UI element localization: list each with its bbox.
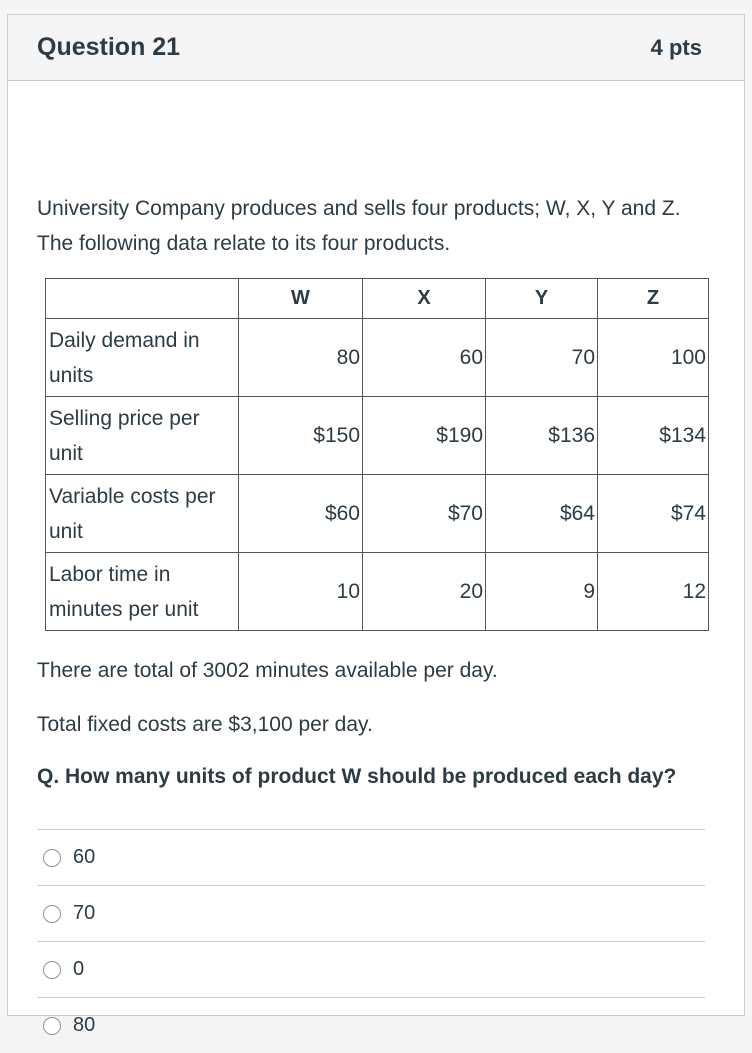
answer-option[interactable] [37, 885, 705, 941]
table-header-x: X [363, 279, 486, 319]
fixed-costs-note: Total fixed costs are $3,100 per day. [37, 713, 373, 736]
answer-option[interactable] [37, 829, 705, 885]
table-cell: $60 [239, 475, 363, 553]
question-card [7, 14, 745, 1036]
radio-button[interactable] [43, 961, 61, 979]
answer-label: 80 [73, 1014, 96, 1036]
table-cell: $136 [486, 397, 598, 475]
minutes-available-note: There are total of 3002 minutes available per day. [37, 659, 498, 682]
table-cell: 9 [486, 553, 598, 631]
table-cell: $70 [363, 475, 486, 553]
table-cell: $134 [598, 397, 709, 475]
table-cell: 60 [363, 319, 486, 397]
table-header-blank [46, 279, 239, 319]
table-header-z: Z [598, 279, 709, 319]
answer-label: 0 [73, 958, 85, 980]
table-cell: $150 [239, 397, 363, 475]
radio-button[interactable] [43, 1017, 61, 1035]
answer-label: 60 [73, 846, 96, 868]
row-label: Labor time in minutes per unit [46, 553, 239, 631]
table-header-y: Y [486, 279, 598, 319]
table-cell: 80 [239, 319, 363, 397]
table-row [46, 319, 709, 397]
row-label: Selling price per unit [46, 397, 239, 475]
answer-option[interactable] [37, 941, 705, 997]
row-label: Daily demand in units [46, 319, 239, 397]
table-cell: 20 [363, 553, 486, 631]
answer-option[interactable] [37, 997, 705, 1053]
question-header [8, 15, 744, 81]
table-cell: 12 [598, 553, 709, 631]
radio-button[interactable] [43, 905, 61, 923]
row-label: Variable costs per unit [46, 475, 239, 553]
table-cell: $190 [363, 397, 486, 475]
table-row [46, 553, 709, 631]
table-cell: 70 [486, 319, 598, 397]
table-cell: 100 [598, 319, 709, 397]
answer-list [37, 829, 705, 1053]
table-row [46, 397, 709, 475]
table-cell: $64 [486, 475, 598, 553]
question-prompt: Q. How many units of product W should be produced each day? [37, 765, 677, 788]
table-cell: 10 [239, 553, 363, 631]
answer-label: 70 [73, 902, 96, 924]
question-intro: University Company produces and sells four products; W, X, Y and Z. The following data relate to its four products. [37, 197, 681, 255]
question-title: Question 21 [37, 33, 181, 61]
table-row [46, 475, 709, 553]
table-cell: $74 [598, 475, 709, 553]
radio-button[interactable] [43, 849, 61, 867]
question-points: 4 pts [650, 34, 702, 60]
product-data-table [45, 278, 709, 631]
table-header-row [46, 279, 709, 319]
table-header-w: W [239, 279, 363, 319]
